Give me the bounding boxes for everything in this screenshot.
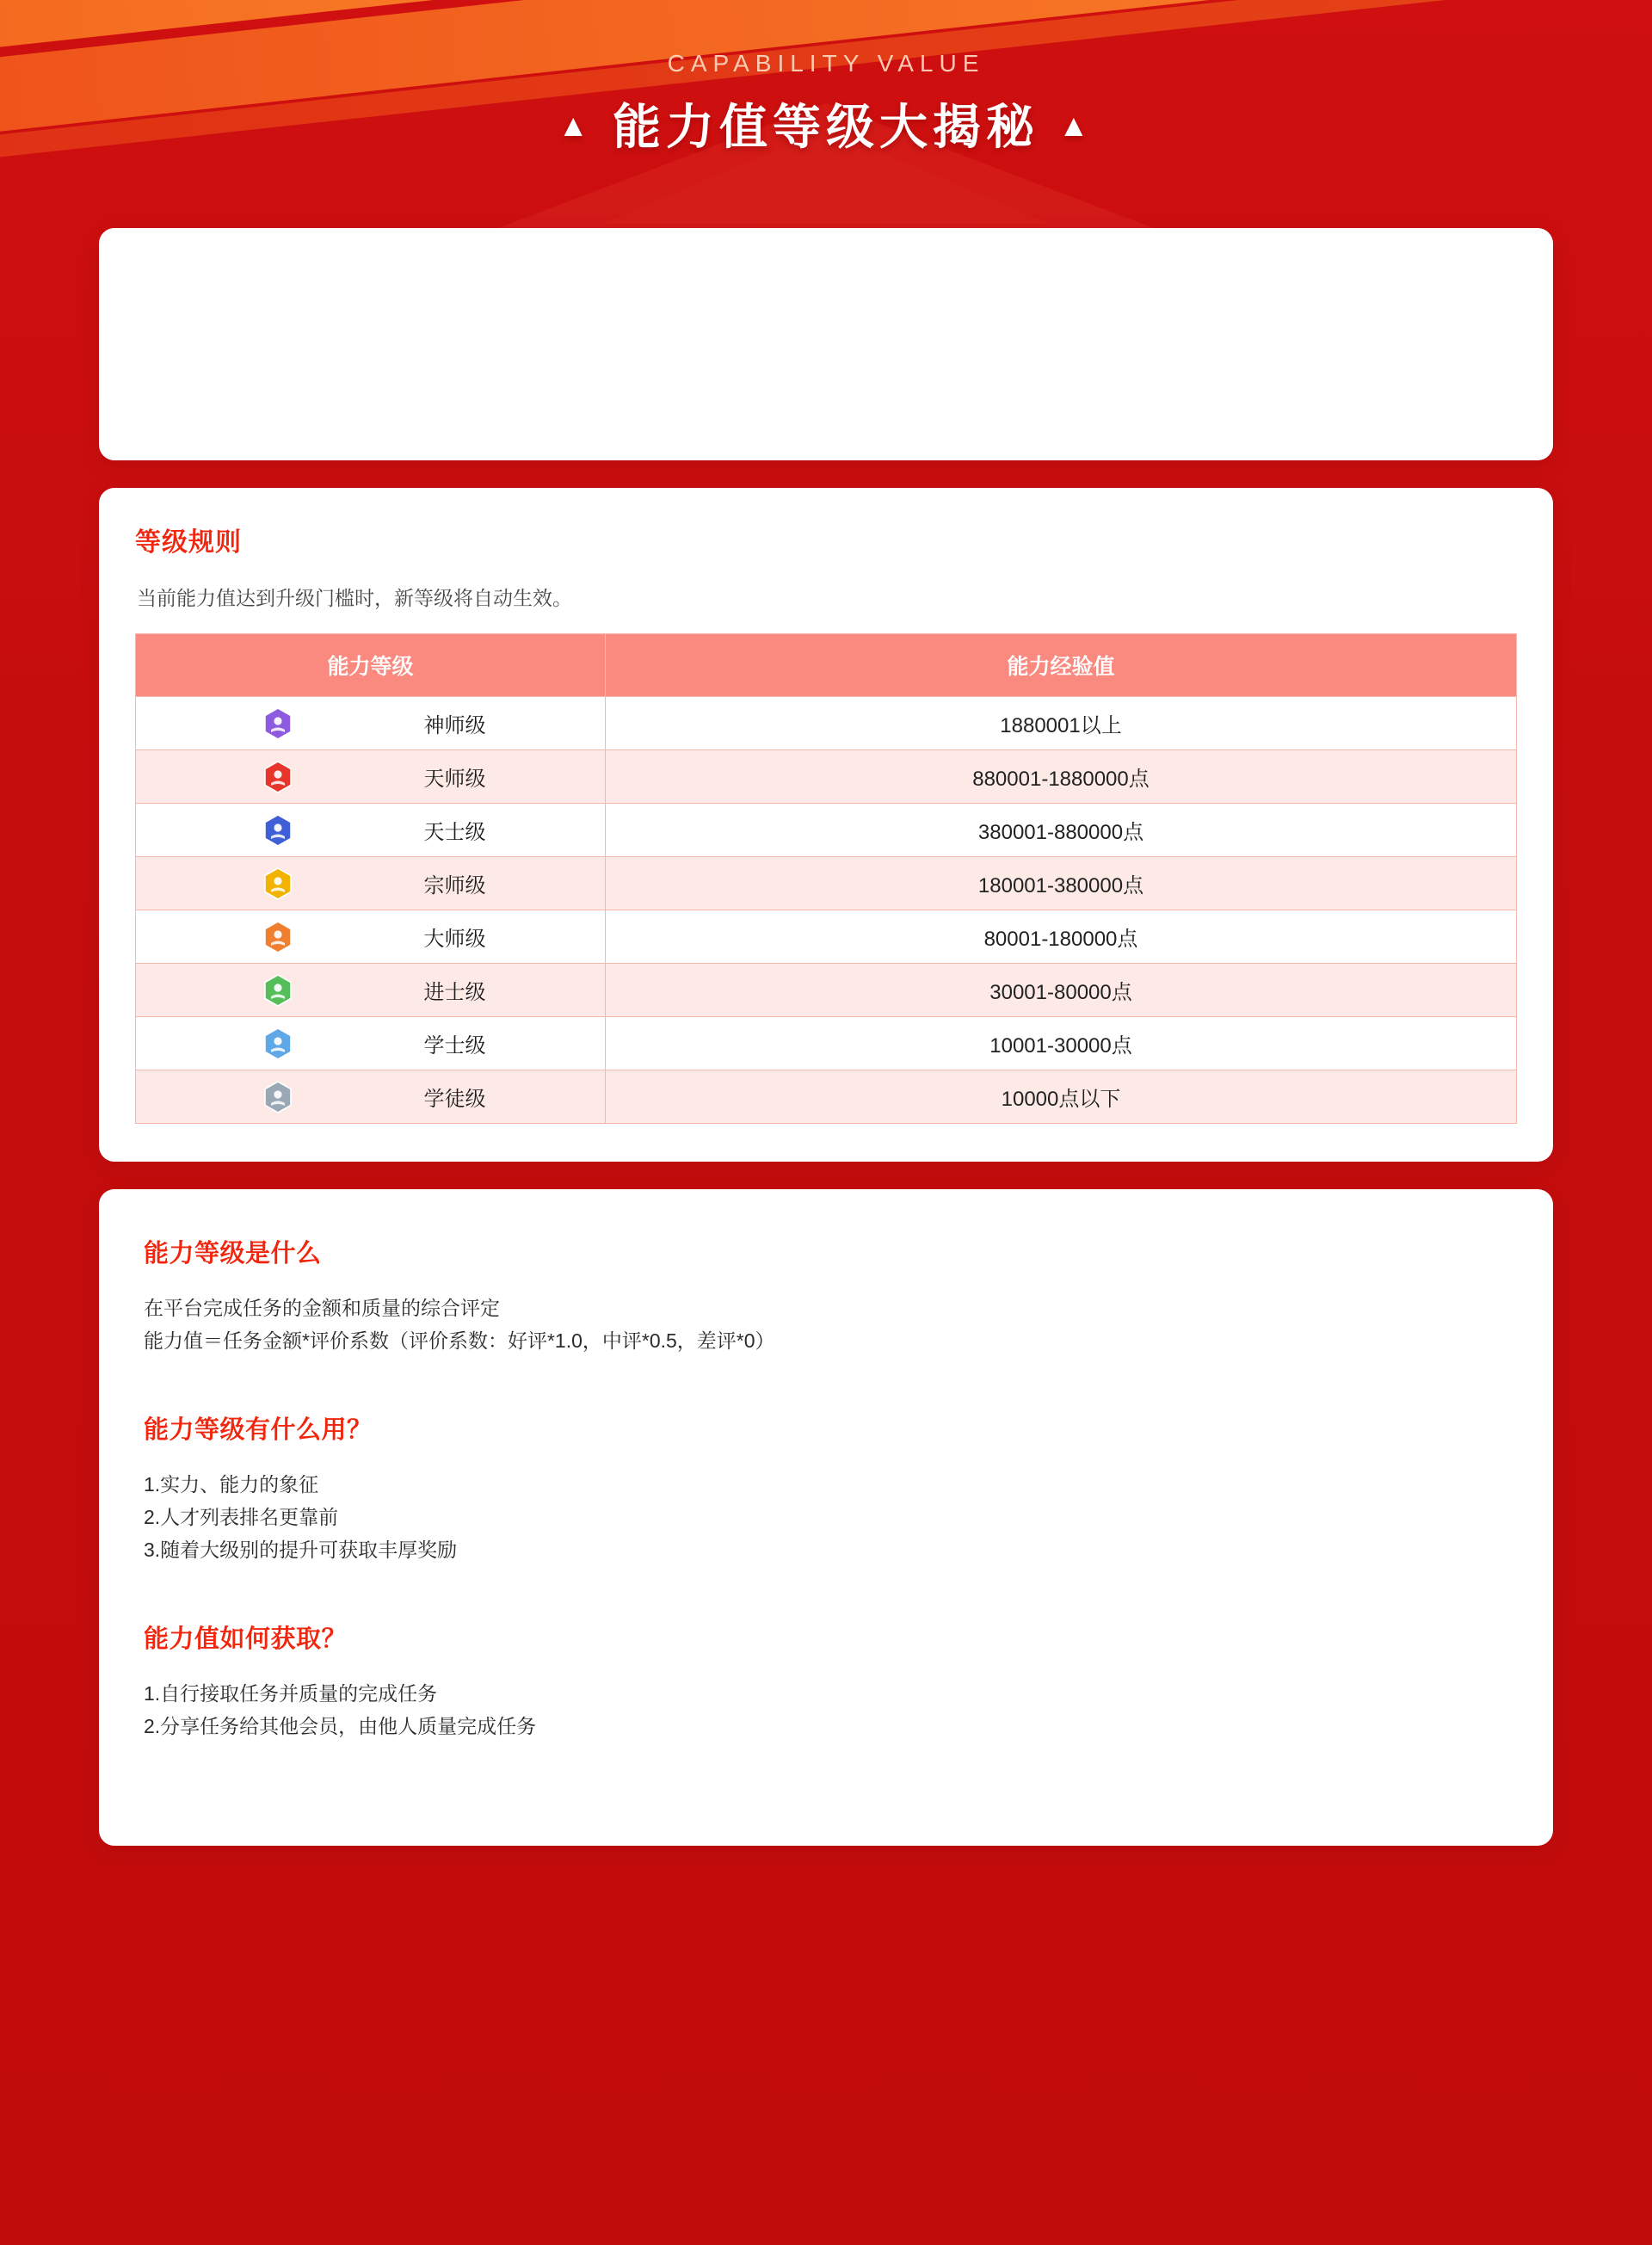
levels-table [135,633,1517,1124]
level-name: 学徒级 [423,1088,486,1111]
exp-cell: 30001-80000点 [606,964,1517,1017]
header-subtitle: CAPABILITY VALUE [667,50,985,77]
badge-blue-icon [263,814,293,847]
level-cell [136,1017,606,1070]
banner-card [99,228,1553,460]
exp-cell: 880001-1880000点 [606,750,1517,804]
rules-note: 当前能力值达到升级门槛时，新等级将自动生效。 [137,587,572,609]
badge-lightblue-icon [263,1027,293,1060]
level-cell [136,857,606,910]
badge-gold-icon [263,867,293,900]
level-cell [136,750,606,804]
level-cell [136,1070,606,1124]
content-wrapper [99,228,1553,1846]
faq-line: 2.分享任务给其他会员，由他人质量完成任务 [144,1715,537,1737]
faq-heading: 能力等级是什么 [144,1240,322,1267]
faq-line: 1.实力、能力的象征 [144,1473,319,1496]
exp-cell: 1880001以上 [606,697,1517,750]
level-name: 神师级 [423,714,486,737]
exp-cell: 80001-180000点 [606,910,1517,964]
table-row [136,1070,1517,1124]
exp-cell: 380001-880000点 [606,804,1517,857]
triangle-left-icon: ▲ [558,108,594,143]
faq-block [144,1410,1508,1566]
table-row [136,910,1517,964]
badge-orange-icon [263,921,293,953]
level-name: 学士级 [423,1034,486,1058]
level-name: 进士级 [423,981,486,1004]
badge-gray-icon [263,1081,293,1113]
faq-list [144,1234,1508,1742]
page-title [0,89,1652,158]
levels-table-body [136,697,1517,1124]
exp-cell: 10001-30000点 [606,1017,1517,1070]
level-cell [136,804,606,857]
faq-block [144,1619,1508,1742]
faq-block [144,1234,1508,1357]
faq-line: 2.人才列表排名更靠前 [144,1506,339,1528]
table-header-exp: 能力经验值 [606,634,1517,697]
table-header-row [136,634,1517,697]
level-name: 天士级 [423,821,486,844]
badge-red-icon [263,761,293,793]
level-name: 大师级 [423,928,486,951]
level-cell [136,910,606,964]
table-row [136,804,1517,857]
rules-title: 等级规则 [135,528,242,557]
table-row [136,964,1517,1017]
faq-line: 能力值＝任务金额*评价系数（评价系数：好评*1.0，中评*0.5，差评*0） [144,1329,775,1352]
table-row [136,857,1517,910]
exp-cell: 10000点以下 [606,1070,1517,1124]
table-row [136,750,1517,804]
faq-line: 在平台完成任务的金额和质量的综合评定 [144,1297,500,1319]
badge-purple-icon [263,707,293,740]
exp-cell: 180001-380000点 [606,857,1517,910]
badge-green-icon [263,974,293,1007]
faq-line: 3.随着大级别的提升可获取丰厚奖励 [144,1539,458,1561]
level-cell [136,697,606,750]
faq-line: 1.自行接取任务并质量的完成任务 [144,1682,438,1705]
table-row [136,1017,1517,1070]
faq-heading: 能力等级有什么用？ [144,1416,373,1444]
page-header [0,0,1652,228]
rules-card [99,488,1553,1162]
faq-card [99,1189,1553,1846]
triangle-right-icon: ▲ [1058,108,1094,143]
level-name: 天师级 [423,768,486,791]
table-row [136,697,1517,750]
faq-heading: 能力值如何获取？ [144,1625,348,1653]
table-header-level: 能力等级 [136,634,606,697]
page-title-text: 能力值等级大揭秘 [613,100,1039,154]
level-name: 宗师级 [423,874,486,897]
level-cell [136,964,606,1017]
